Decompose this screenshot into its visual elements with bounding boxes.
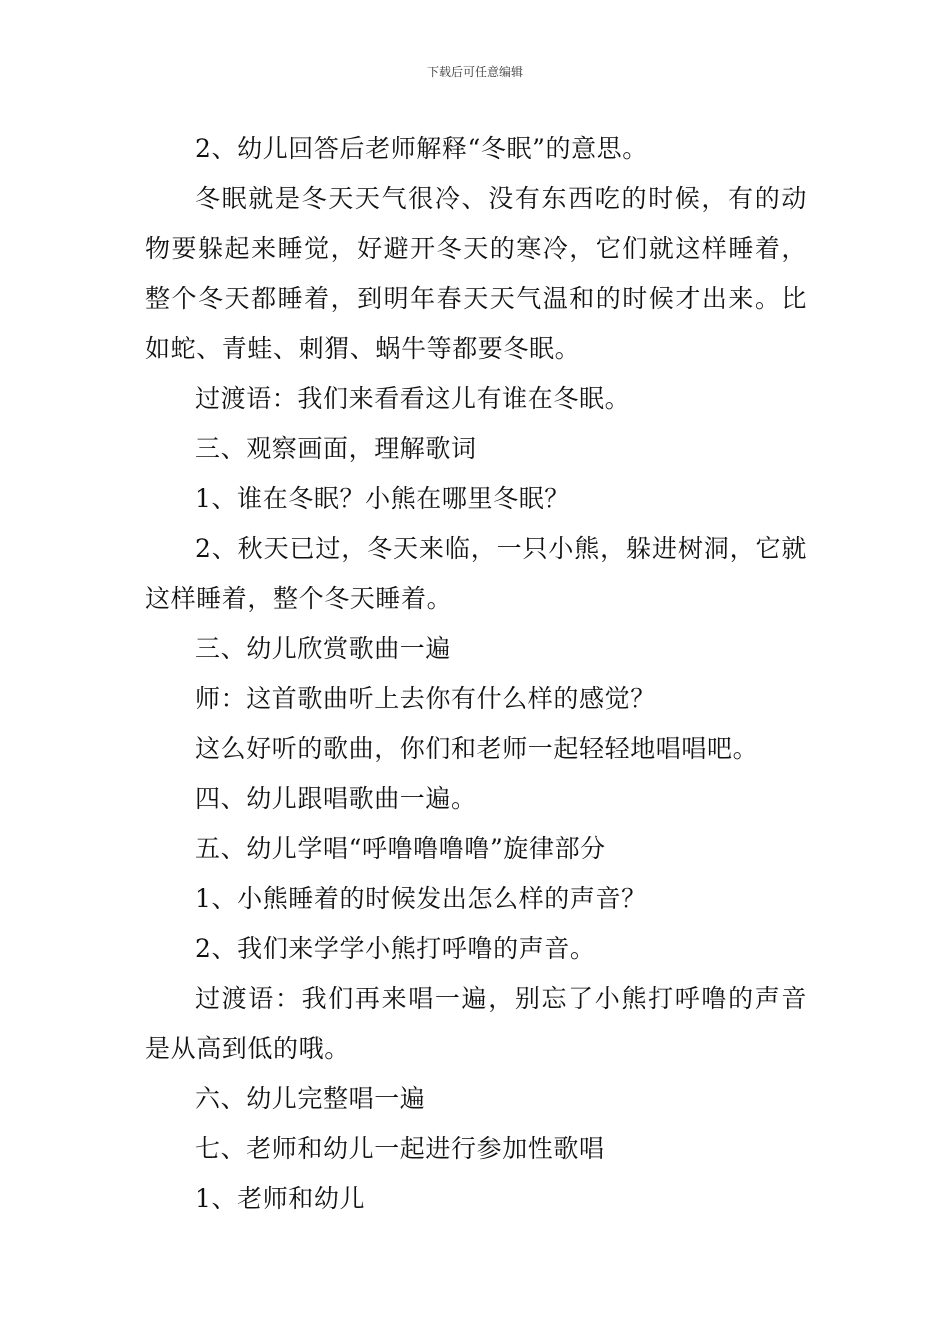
page-header-note: 下载后可任意编辑: [426, 65, 523, 79]
section-heading: 三、观察画面，理解歌词: [195, 434, 477, 463]
paragraph: 2、我们来学学小熊打呼噜的声音。: [195, 934, 596, 963]
paragraph: 冬眠就是冬天天气很冷、没有东西吃的时候，有的动物要躲起来睡觉，好避开冬天的寒冷，它们就这样睡着，整个冬天都睡着，到明年春天天气温和的时候才出来。比如蛇、青蛙、刺猬、蜗牛等都要冬眠。: [145, 184, 807, 363]
paragraph: 1、老师和幼儿: [195, 1184, 366, 1213]
section-heading: 五、幼儿学唱“呼噜噜噜噜”旋律部分: [195, 834, 606, 863]
paragraph: 这么好听的歌曲，你们和老师一起轻轻地唱唱吧。: [195, 734, 759, 763]
document-body: [145, 124, 807, 1224]
section-heading: 六、幼儿完整唱一遍: [195, 1084, 426, 1113]
paragraph: 师：这首歌曲听上去你有什么样的感觉？: [195, 684, 656, 713]
paragraph: 1、小熊睡着的时候发出怎么样的声音？: [195, 884, 647, 913]
paragraph: 过渡语：我们来看看这儿有谁在冬眠。: [195, 384, 631, 413]
paragraph: 2、幼儿回答后老师解释“冬眠”的意思。: [195, 134, 648, 163]
paragraph: 2、秋天已过，冬天来临，一只小熊，躲进树洞，它就这样睡着，整个冬天睡着。: [145, 534, 807, 613]
section-heading: 三、幼儿欣赏歌曲一遍: [195, 634, 452, 663]
paragraph: 过渡语：我们再来唱一遍，别忘了小熊打呼噜的声音是从高到低的哦。: [145, 984, 807, 1063]
section-heading: 四、幼儿跟唱歌曲一遍。: [195, 784, 477, 813]
section-heading: 七、老师和幼儿一起进行参加性歌唱: [195, 1134, 605, 1163]
paragraph: 1、谁在冬眠？小熊在哪里冬眠？: [195, 484, 570, 513]
